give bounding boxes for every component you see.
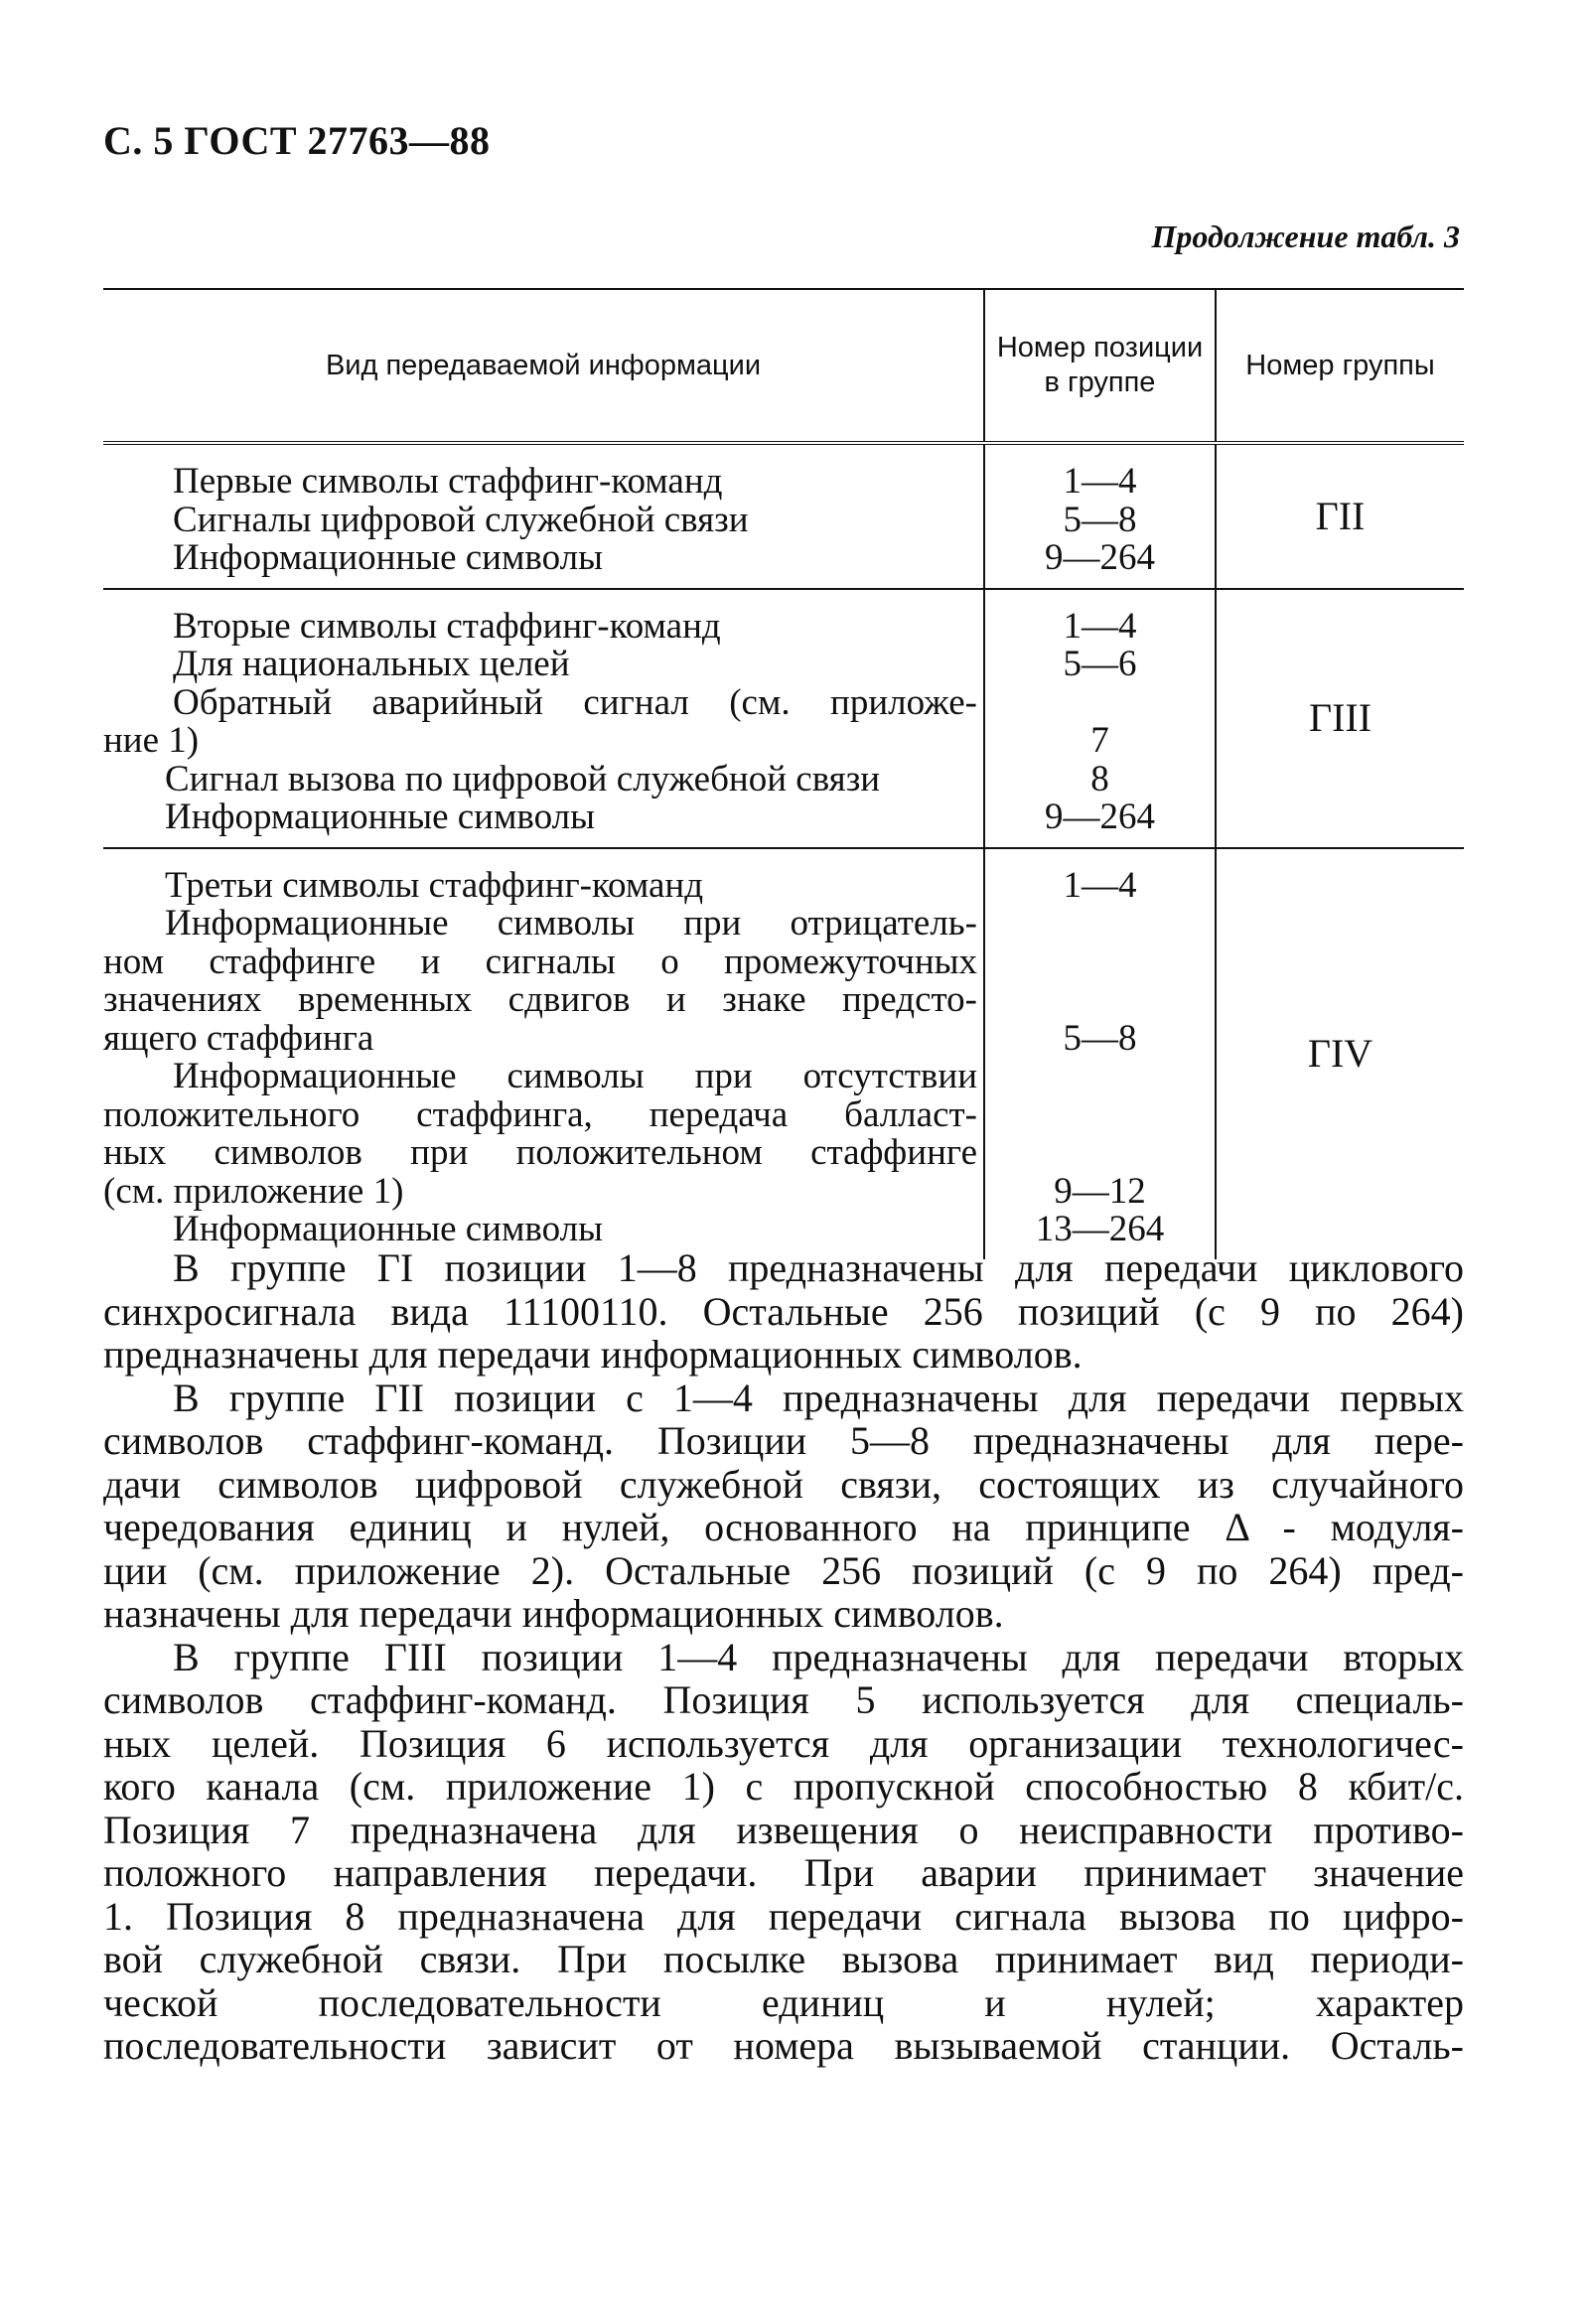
description-line: Обратный аварийный сигнал (см. приложе- (173, 681, 977, 723)
text-line: предназначены для передачи информационных символов. (103, 1332, 1083, 1377)
description-cell (103, 443, 984, 589)
text-line: В группе ГI позиции 1—8 предназначены для передачи циклового (173, 1245, 1464, 1290)
position-value: 1—4 (1063, 461, 1137, 502)
position-value: 5—6 (1063, 644, 1137, 684)
position-value: 9—264 (1045, 797, 1155, 837)
position-value: 1—4 (1063, 605, 1137, 647)
description-cell (103, 589, 984, 848)
position-value: 1—4 (1063, 864, 1137, 906)
description-line: положительного стаффинга, передача балласт- (103, 1093, 977, 1135)
description-cell (103, 848, 984, 1259)
description-line: Для национальных целей (173, 644, 570, 684)
description-line: Сигнал вызова по цифровой служебной связи (165, 758, 881, 799)
table-group-row (103, 443, 1464, 589)
body-text (103, 1246, 1464, 2068)
position-spacer (985, 944, 1215, 982)
table-group-row (103, 848, 1464, 1259)
text-line: Позиция 7 предназначена для извещения о неисправности противо- (103, 1807, 1464, 1852)
column-header-info-type: Вид передаваемой информации (103, 289, 984, 443)
position-cell (984, 848, 1216, 1259)
position-spacer (985, 1134, 1215, 1173)
position-value: 5—8 (1063, 499, 1137, 540)
description-line: Информационные символы (173, 1209, 603, 1249)
description-line: ных символов при положительном стаффинге (103, 1132, 977, 1173)
column-header-position: Номер позиции в группе (984, 289, 1216, 443)
description-line: Первые символы стаффинг-команд (173, 461, 723, 502)
description-line: Вторые символы стаффинг-команд (173, 605, 721, 647)
position-spacer (985, 981, 1215, 1020)
text-line: символов стаффинг-команд. Позиции 5—8 предназначены для пере- (103, 1418, 1464, 1463)
column-header-group: Номер группы (1216, 289, 1464, 443)
position-value: 7 (1090, 720, 1109, 761)
text-line: ческой последовательности единиц и нулей; характер (103, 1979, 1464, 2025)
position-value: 9—264 (1045, 537, 1155, 578)
position-spacer (985, 1058, 1215, 1096)
paragraph-group-1 (103, 1246, 1464, 1377)
text-line: синхросигнала вида 11100110. Остальные 256 позиций (с 9 по 264) (103, 1288, 1464, 1334)
text-line: В группе ГII позиции с 1—4 предназначены для передачи первых (173, 1375, 1464, 1420)
description-line: Третьи символы стаффинг-команд (165, 864, 704, 906)
position-cell (984, 589, 1216, 848)
position-spacer (985, 905, 1215, 944)
position-value: 13—264 (1035, 1209, 1165, 1249)
positions-table (103, 288, 1464, 1259)
text-line: 1. Позиция 8 предназначена для передачи сигнала вызова по цифро- (103, 1893, 1464, 1939)
text-line: положного направления передачи. При аварии принимает значение (103, 1850, 1464, 1895)
description-line: (см. приложение 1) (103, 1170, 404, 1212)
position-spacer (985, 684, 1215, 723)
text-line: дачи символов цифровой служебной связи, состоящих из случайного (103, 1461, 1464, 1507)
text-line: В группе ГIII позиции 1—4 предназначены для передачи вторых (173, 1634, 1464, 1679)
position-value: 5—8 (1063, 1017, 1137, 1059)
paragraph-group-2 (103, 1377, 1464, 1636)
group-cell: ГIII (1216, 589, 1464, 848)
description-line: Информационные символы (165, 797, 595, 837)
group-cell: ГII (1216, 443, 1464, 589)
table-group-row (103, 589, 1464, 848)
description-line: ном стаффинге и сигналы о промежуточных (103, 941, 977, 982)
description-line: значениях временных сдвигов и знаке предсто- (103, 979, 977, 1020)
text-line: ных целей. Позиция 6 используется для организации технологичес- (103, 1720, 1464, 1766)
position-cell (984, 443, 1216, 589)
description-line: Информационные символы при отсутствии (173, 1056, 977, 1096)
table-header-row (103, 289, 1464, 443)
description-line: Сигналы цифровой служебной связи (173, 499, 749, 540)
description-line: ящего стаффинга (103, 1017, 374, 1059)
text-line: символов стаффинг-команд. Позиция 5 используется для специаль- (103, 1677, 1464, 1722)
group-cell: ГIV (1216, 848, 1464, 1259)
text-line: назначены для передачи информационных символов. (103, 1591, 1004, 1636)
table-continuation-label: Продолжение табл. 3 (1151, 218, 1460, 254)
text-line: чередования единиц и нулей, основанного на принципе Δ - модуля- (103, 1505, 1464, 1549)
page-header: С. 5 ГОСТ 27763—88 (103, 118, 491, 163)
text-line: вой служебной связи. При посылке вызова принимает вид периоди- (103, 1937, 1464, 1981)
position-value: 8 (1090, 758, 1109, 799)
position-value: 9—12 (1054, 1170, 1146, 1212)
description-line: ние 1) (103, 720, 200, 761)
text-line: ции (см. приложение 2). Остальные 256 позиций (с 9 по 264) пред- (103, 1547, 1464, 1593)
description-line: Информационные символы при отрицатель- (165, 903, 977, 944)
text-line: последовательности зависит от номера вызываемой станции. Осталь- (103, 2023, 1464, 2068)
position-spacer (985, 1096, 1215, 1135)
text-line: кого канала (см. приложение 1) с пропускной способностью 8 кбит/с. (103, 1764, 1464, 1809)
description-line: Информационные символы (173, 537, 603, 578)
paragraph-group-3 (103, 1636, 1464, 2068)
